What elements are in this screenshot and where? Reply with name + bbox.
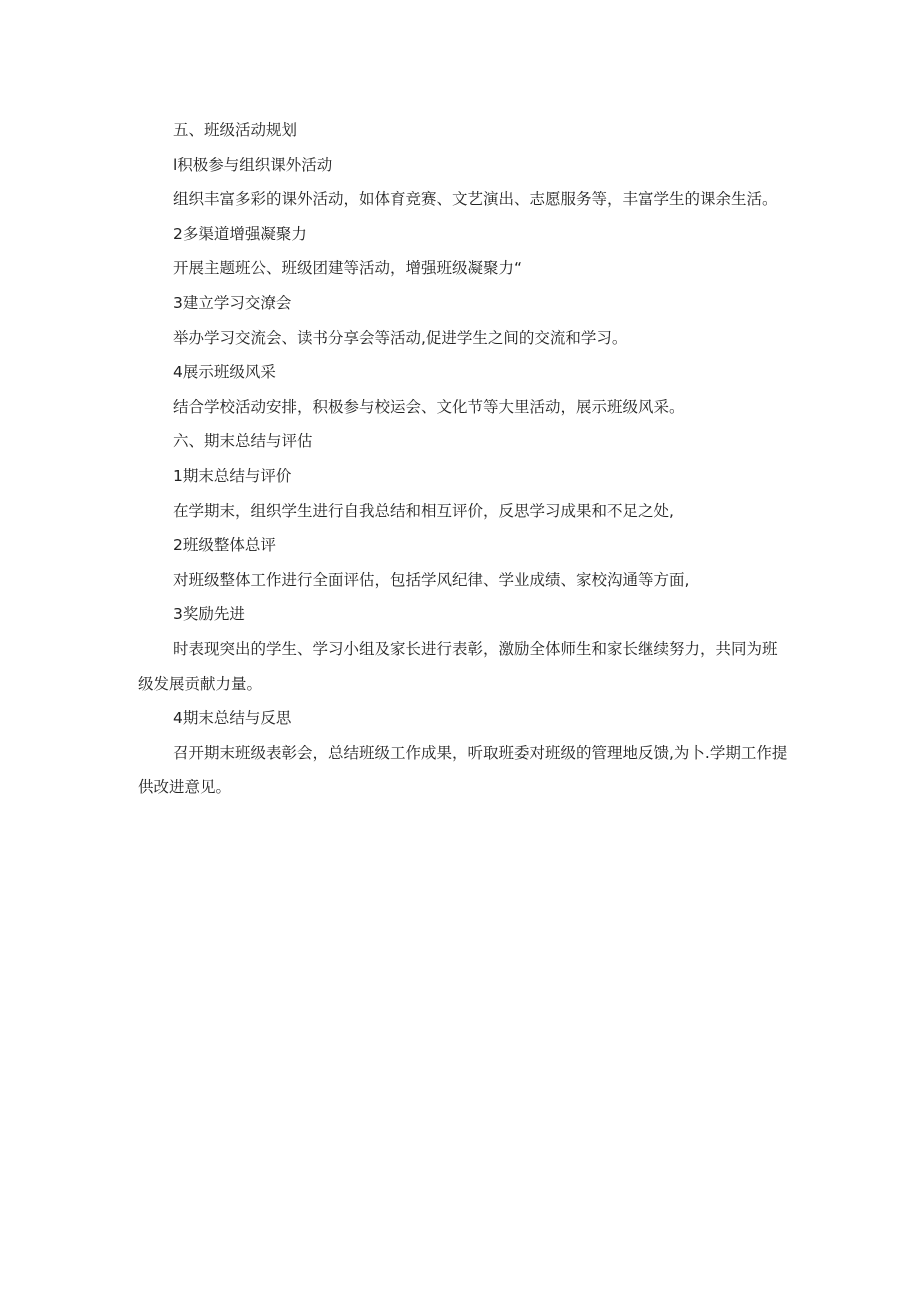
section-heading: 五、班级活动规划 <box>173 121 298 139</box>
body-paragraph: 开展主题班公、班级团建等活动，增强班级凝聚力“ <box>173 259 523 278</box>
body-paragraph: 结合学校活动安排，积极参与校运会、文化节等大里活动，展示班级风采。 <box>173 397 685 416</box>
section-heading: 六、期末总结与评估 <box>173 432 313 451</box>
document-body <box>138 113 788 805</box>
body-paragraph: 组织丰富多彩的课外活动，如体育竞赛、文艺演出、志愿服务等，丰富学生的课余生活。 <box>173 190 778 209</box>
item-heading: 4期末总结与反思 <box>173 709 292 728</box>
item-heading: 3奖励先进 <box>173 605 245 624</box>
item-heading: 2多渠道增强凝聚力 <box>173 224 307 243</box>
item-heading: 3建立学习交潦会 <box>173 293 292 312</box>
item-heading: 1期末总结与评价 <box>173 466 292 485</box>
body-paragraph: 对班级整体工作进行全面评估，包括学风纪律、学业成绩、家校沟通等方面, <box>173 570 690 589</box>
body-paragraph: 时表现突出的学生、学习小组及家长进行表彰，激励全体师生和家长继续努力，共同为班级发展贡献力量。 <box>138 639 778 693</box>
item-heading: 4展示班级风采 <box>173 363 276 382</box>
item-heading: l积极参与组织课外活动 <box>173 155 333 174</box>
body-paragraph: 召开期末班级表彰会，总结班级工作成果，听取班委对班级的管理地反馈,为卜.学期工作提供改进意见。 <box>138 743 788 797</box>
item-heading: 2班级整体总评 <box>173 536 276 555</box>
body-paragraph: 举办学习交流会、读书分享会等活动,促进学生之间的交流和学习。 <box>173 328 628 347</box>
body-paragraph: 在学期末，组织学生进行自我总结和相互评价，反思学习成果和不足之处, <box>173 501 674 520</box>
